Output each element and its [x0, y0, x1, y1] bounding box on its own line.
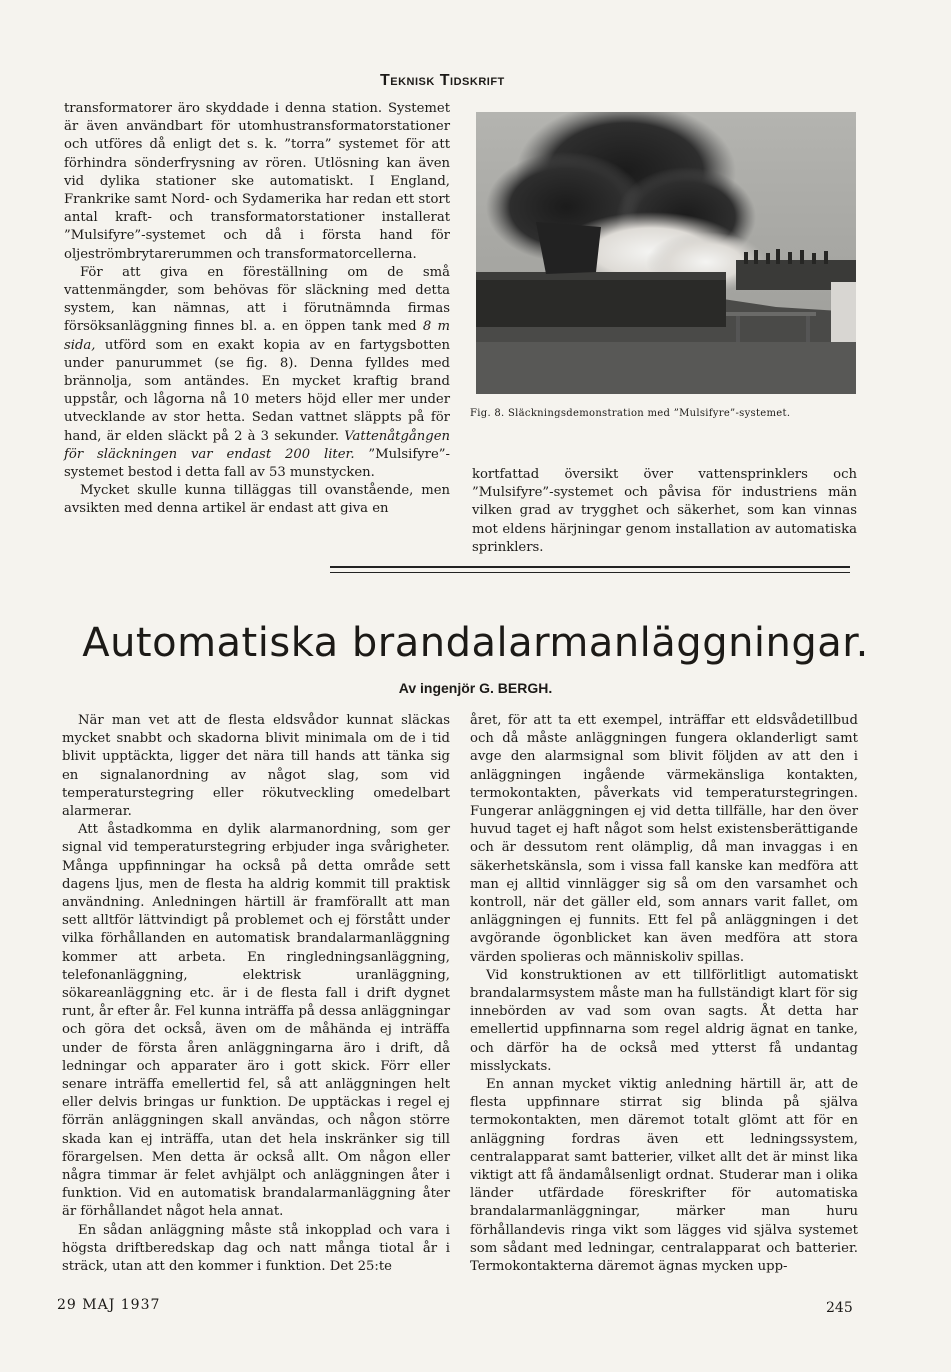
paragraph: Att åstadkomma en dylik alarmanordning, som ger signal vid temperaturstegring erbjuder inga svårigheter. Många uppfinningar ha också på detta område sett dagens ljus, men de flesta ha aldrig kommit till praktisk användning. Anledningen härtill är framförallt att man sett alltför lättvindigt på problemet och ej förstått under vilka förhållanden en automatisk brandalarmanläggning kommer att arbeta. En ringledningsanläggning, telefonanläggning, elektrisk uranläggning, sökareanläggning etc. är i de flesta fall i drift dygnet runt, år efter år. Fel kunna inträffa på dessa anläggningar och göra det också, även om de måhända ej inträffa under de första åren anläggningarna äro i drift, då ledningar och apparater äro i gott skick. Förr eller senare inträffa emellertid fel, så att anläggningen helt eller delvis bringas ur funktion. De upptäckas i regel ej förrän anläggningen skall användas, och någon större skada kan ej inträffa, utan det hela inskränker sig till förargelsen. Men detta är också allt. Om någon eller några timmar är felet avhjälpt och anläggningen åter i funktion. Vid en automatisk brandalarmanläggning åter är förhållandet något hela annat. [62, 822, 450, 1220]
text-run: ”Mulsifyre”-systemet bestod i detta fall av 53 munstycken. [64, 446, 450, 481]
paragraph: kortfattad översikt över vattensprinklers och ”Mulsifyre”-systemet och påvisa för industriens män vilken grad av trygghet och säkerhet, som kan vinnas mot eldens härjningar genom installation av automatiska sprinklers. [472, 467, 857, 555]
figure-photo-fire-demonstration [476, 112, 856, 394]
emphasis-tank-size: 8 m sida, [64, 319, 450, 353]
article-title: Automatiska brandalarmanläggningar. [82, 620, 869, 666]
paragraph: Mycket skulle kunna tilläggas till ovanstående, men avsikten med denna artikel är endast att giva en [64, 483, 450, 517]
text-run: För att giva en föreställning om de små vattenmängder, som behövas för släckning med detta system, kan nämnas, att i förutnämnda firmas försöksanläggning finnes bl. a. en öppen tank med [64, 264, 450, 335]
article-right-column [470, 712, 858, 1276]
paragraph: En sådan anläggning måste stå inkopplad och vara i högsta driftberedskap dag och natt många tiotal år i sträck, utan att den kommer i funktion. Det 25:te [62, 1222, 450, 1275]
emphasis-water-amount: Vattenåtgången för släckningen var endast 200 liter. [64, 428, 450, 462]
previous-article-right-column [472, 466, 857, 557]
paragraph: transformatorer äro skyddade i denna station. Systemet är även användbart för utomhustransformatorstationer och utföres då enligt det s. k. ”torra” systemet för att förhindra sönderfrysning av rören. Utlösning kan även vid dylika stationer ske automatiskt. I England, Frankrike samt Nord- och Sydamerika har redan ett stort antal kraft- och transformatorstationer installerat ”Mulsifyre”-systemet och då i första hand för oljeströmbrytarerummen och transformatorcellerna. [64, 101, 450, 262]
figure-caption: Fig. 8. Släckningsdemonstration med ”Mulsifyre”-systemet. [470, 408, 791, 419]
previous-article-left-column [64, 100, 450, 519]
page-number: 245 [826, 1300, 853, 1316]
paragraph: En annan mycket viktig anledning härtill är, att de flesta uppfinnare stirrat sig blinda på själva termokontakten, men däremot totalt glömt att för en anläggning fordras även ett ledningssystem, centralapparat samt batterier, vilket allt det är minst lika viktigt att få ändamålsenligt ordnat. Studerar man i olika länder utfärdade föreskrifter för automatiska brandalarmanläggningar, märker man huru förhållandevis ringa vikt som lägges vid själva systemet som sådant med ledningar, centralapparat och batterier. Termokontakterna däremot ägnas mycken upp- [470, 1077, 858, 1275]
separator-rule [330, 566, 850, 568]
article-left-column [62, 712, 450, 1276]
issue-date: 29 MAJ 1937 [57, 1297, 161, 1313]
running-head: Teknisk Tidskrift [380, 72, 505, 89]
paragraph: Vid konstruktionen av ett tillförlitligt automatiskt brandalarmsystem måste man ha fullständigt klart för sig innebörden av vad som ovan sagts. Åt detta har emellertid uppfinnarna som regel aldrig ägnat en tanke, och därför ha de också med ytterst få undantag misslyckats. [470, 967, 858, 1074]
paragraph-water-test [64, 264, 450, 482]
paragraph: När man vet att de flesta eldsvådor kunnat släckas mycket snabbt och skadorna blivit minimala om de i tid blivit upptäckta, ligger det nära till hands att tänka sig en signalanordning av något slag, som vid temperaturstegring eller rökutveckling omedelbart alarmerar. [62, 713, 450, 820]
text-run: utförd som en exakt kopia av en fartygsbotten under panurummet (se fig. 8). Denna fylldes med brännolja, som antändes. En mycket kraftig brand uppstår, och lågorna nå 10 meters höjd eller mer under utvecklande av stor hetta. Sedan vattnet släppts på för hand, är elden släckt på 2 à 3 sekunder. [64, 337, 450, 444]
separator-rule [330, 572, 850, 573]
article-byline: Av ingenjör G. BERGH. [398, 680, 553, 696]
paragraph: året, för att ta ett exempel, inträffar ett eldsvådetillbud och då måste anläggningen fungera oklanderligt samt avge den alarmsignal som blivit följden av att den i anläggningen ingående värmekänsliga kontakten, termokontakten, påverkats vid temperaturstegringen. Fungerar anläggningen ej vid detta tillfälle, har den över huvud taget ej haft något som helst existensberättigande och är dessutom rent olämplig, då man invaggas i en säkerhetskänsla, som i vissa fall kanske kan medföra att man ej alltid vinnlägger sig så om den varsamhet och kontroll, när det gäller eld, som annars varit fallet, om anläggningen ej funnits. Ett fel på anläggningen i det avgörande ögonblicket kan även medföra att stora värden spolieras och människoliv spillas. [470, 713, 858, 965]
